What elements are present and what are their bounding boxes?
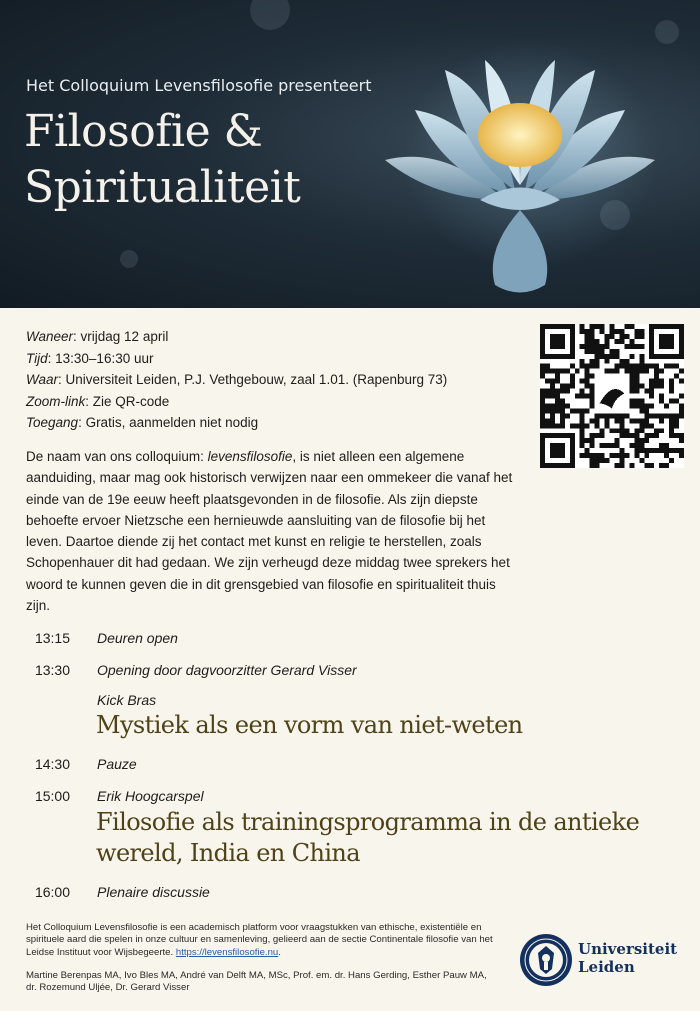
hero-banner bbox=[0, 0, 700, 308]
detail-label: Tijd bbox=[26, 350, 48, 366]
intro-paragraph bbox=[26, 446, 516, 616]
organizers-list: Martine Berenpas MA, Ivo Bles MA, André van Delft MA, MSc, Prof. em. dr. Hans Gerding, Esther Pauw MA, dr. Rozemund Uljée, Dr. Gerard Visser bbox=[26, 970, 487, 994]
talk-title-line: Mystiek als een vorm van niet-weten bbox=[96, 711, 523, 739]
detail-value: : Universiteit Leiden, P.J. Vethgebouw, zaal 1.01. (Rapenburg 73) bbox=[58, 372, 448, 387]
logo-line2: Leiden bbox=[578, 958, 635, 976]
university-logo-text bbox=[578, 940, 677, 976]
event-details bbox=[26, 326, 447, 434]
talk-title bbox=[96, 807, 639, 869]
detail-value: : vrijdag 12 april bbox=[73, 329, 169, 344]
detail-label: Waneer bbox=[26, 329, 74, 344]
talk-title bbox=[96, 710, 523, 741]
presenter-line: Het Colloquium Levensfilosofie presenteert bbox=[26, 76, 372, 95]
detail-time bbox=[26, 348, 447, 370]
bokeh-light bbox=[120, 250, 138, 268]
footer-suffix: . bbox=[278, 946, 281, 958]
event-title-line2: Spiritualiteit bbox=[24, 162, 301, 213]
programme-item: Deuren open bbox=[97, 630, 178, 646]
detail-when bbox=[26, 326, 447, 348]
footer-description bbox=[26, 922, 496, 959]
programme-item: Plenaire discussie bbox=[97, 884, 210, 900]
lotus-flower-image bbox=[375, 50, 665, 300]
talk-title-line: Filosofie als trainingsprogramma in de antieke bbox=[96, 808, 640, 836]
speaker-name: Kick Bras bbox=[97, 692, 157, 708]
programme-time: 13:15 bbox=[34, 630, 70, 646]
leiden-seal-icon bbox=[519, 933, 573, 987]
programme-time: 15:00 bbox=[34, 788, 70, 804]
intro-term: levensfilosofie bbox=[207, 449, 293, 464]
detail-zoom bbox=[26, 391, 447, 413]
event-title-line1: Filosofie & bbox=[24, 106, 263, 157]
programme-time: 13:30 bbox=[34, 662, 70, 678]
intro-text-start: De naam van ons colloquium: bbox=[26, 449, 208, 464]
logo-line1: Universiteit bbox=[578, 940, 678, 958]
qr-code-icon[interactable] bbox=[540, 324, 684, 468]
detail-label: Waar bbox=[26, 372, 59, 387]
programme-time: 14:30 bbox=[34, 756, 70, 772]
detail-value: : 13:30–16:30 uur bbox=[47, 350, 154, 366]
speaker-name: Erik Hoogcarspel bbox=[97, 788, 204, 804]
bokeh-light bbox=[250, 0, 290, 30]
detail-where bbox=[26, 369, 447, 391]
detail-label: Zoom-link bbox=[26, 393, 86, 409]
footer-text: Het Colloquium Levensfilosofie is een academisch platform voor vraagstukken van ethische, existentiële en spirituele aard die spelen in onze cultuur en samenleving, gelieerd aan de sectie Continentale filosofie van het Leidse Instituut voor Wijsbegeerte. bbox=[26, 922, 493, 958]
event-title bbox=[24, 104, 300, 216]
website-link[interactable]: https://levensfilosofie.nu bbox=[175, 946, 279, 958]
programme-time: 16:00 bbox=[34, 884, 70, 900]
detail-label: Toegang bbox=[26, 415, 79, 430]
intro-text-rest: , is niet alleen een algemene aanduiding, maar mag ook historisch verwijzen naar een ommekeer die vanaf het einde van de 19e eeuw heeft plaatsgevonden in de filosofie. Als zijn diepste behoefte ervoer Nietzsche een hernieuwde aansluiting van de filosofie bij het leven. Daartoe diende zij het contact met kunst en religie te herstellen, zoals Schopenhauer dit had gedaan. We zijn verheugd deze middag twee sprekers het woord te kunnen geven die in dit grensgebied van filosofie en spiritualiteit thuis zijn. bbox=[26, 449, 513, 614]
detail-value: : Gratis, aanmelden niet nodig bbox=[78, 415, 259, 430]
programme-item: Pauze bbox=[97, 756, 137, 772]
programme-item: Opening door dagvoorzitter Gerard Visser bbox=[97, 662, 357, 678]
detail-value: : Zie QR-code bbox=[85, 393, 170, 409]
detail-access bbox=[26, 412, 447, 434]
talk-title-line: wereld, India en China bbox=[96, 839, 360, 867]
